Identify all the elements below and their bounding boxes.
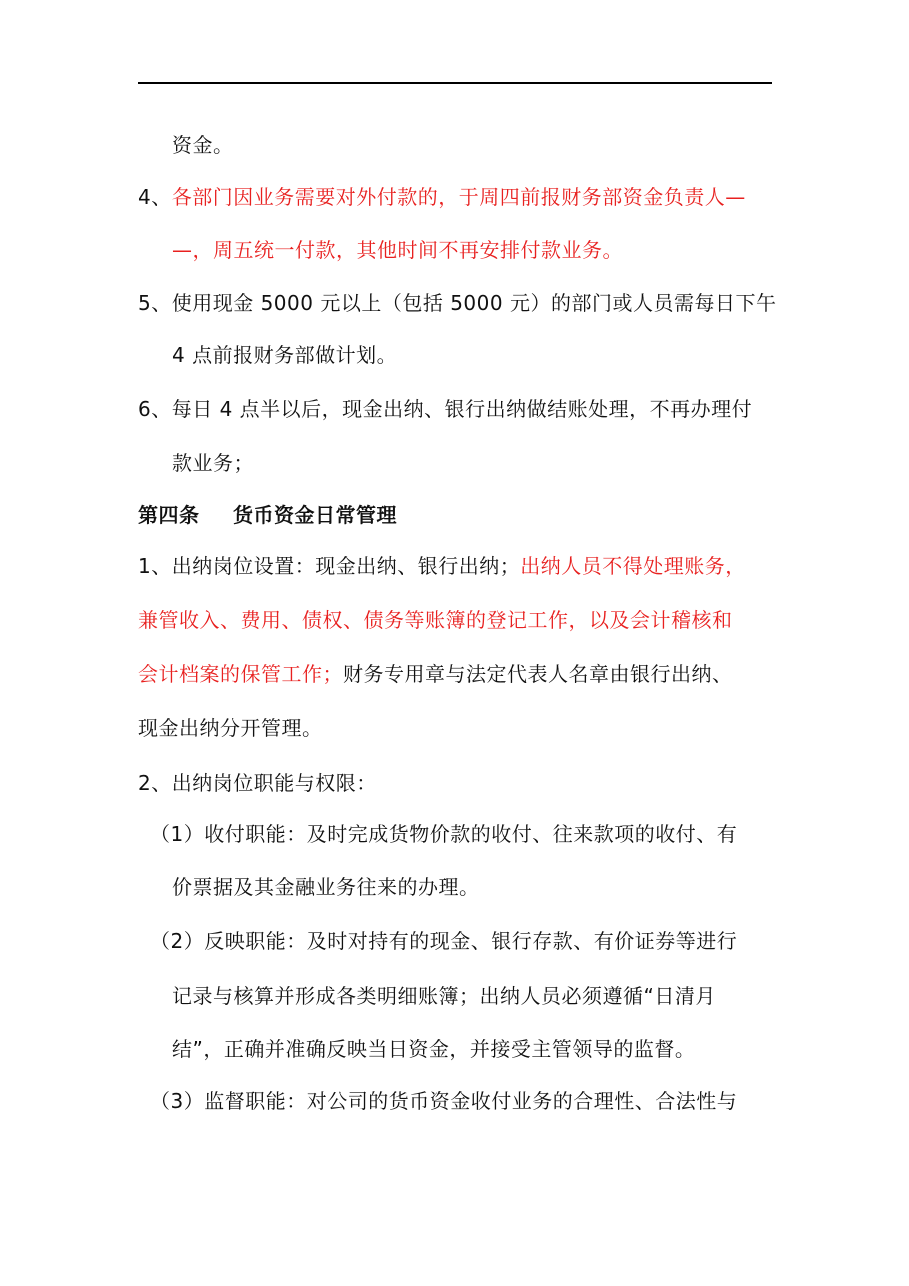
subitem-1-line-2: 价票据及其金融业务往来的办理。	[172, 875, 480, 899]
subitem-2-line-3: 结”，正确并准确反映当日资金，并接受主管领导的监督。	[172, 1037, 696, 1061]
section-item-1-line-1	[138, 553, 746, 579]
highlighted-text: 各部门因业务需要对外付款的，于周四前报财务部资金负责人—	[171, 185, 746, 209]
plain-text: 1、出纳岗位设置：现金出纳、银行出纳；	[138, 554, 521, 578]
list-number: 4、	[138, 185, 172, 209]
list-item-5-line-1: 5、使用现金 5000 元以上（包括 5000 元）的部门或人员需每日下午	[138, 291, 777, 315]
section-heading: 第四条 货币资金日常管理	[138, 503, 397, 527]
list-item-4-line-2: —，周五统一付款，其他时间不再安排付款业务。	[172, 238, 623, 262]
section-item-1-line-2: 兼管收入、费用、债权、债务等账簿的登记工作，以及会计稽核和	[138, 608, 733, 632]
list-item-4-line-1	[138, 184, 746, 210]
plain-text: 财务专用章与法定代表人名章由银行出纳、	[343, 662, 733, 686]
highlighted-text: 出纳人员不得处理账务，	[520, 554, 746, 578]
section-item-1-line-3	[138, 661, 733, 687]
list-item-6-line-1: 6、每日 4 点半以后，现金出纳、银行出纳做结账处理，不再办理付	[138, 397, 753, 421]
subitem-1-line-1: （1）收付职能：及时完成货物价款的收付、往来款项的收付、有	[150, 822, 738, 846]
subitem-3-line-1: （3）监督职能：对公司的货币资金收付业务的合理性、合法性与	[150, 1089, 738, 1113]
section-item-1-line-4: 现金出纳分开管理。	[138, 716, 323, 740]
subitem-2-line-1: （2）反映职能：及时对持有的现金、银行存款、有价证券等进行	[150, 929, 738, 953]
subitem-2-line-2: 记录与核算并形成各类明细账簿；出纳人员必须遵循“日清月	[172, 984, 716, 1008]
header-rule	[138, 82, 772, 84]
paragraph-line: 资金。	[172, 133, 234, 157]
highlighted-text: 会计档案的保管工作；	[138, 662, 343, 686]
list-item-5-line-2: 4 点前报财务部做计划。	[172, 343, 398, 367]
section-item-2-line-1: 2、出纳岗位职能与权限：	[138, 771, 377, 795]
list-item-6-line-2: 款业务；	[172, 451, 254, 475]
